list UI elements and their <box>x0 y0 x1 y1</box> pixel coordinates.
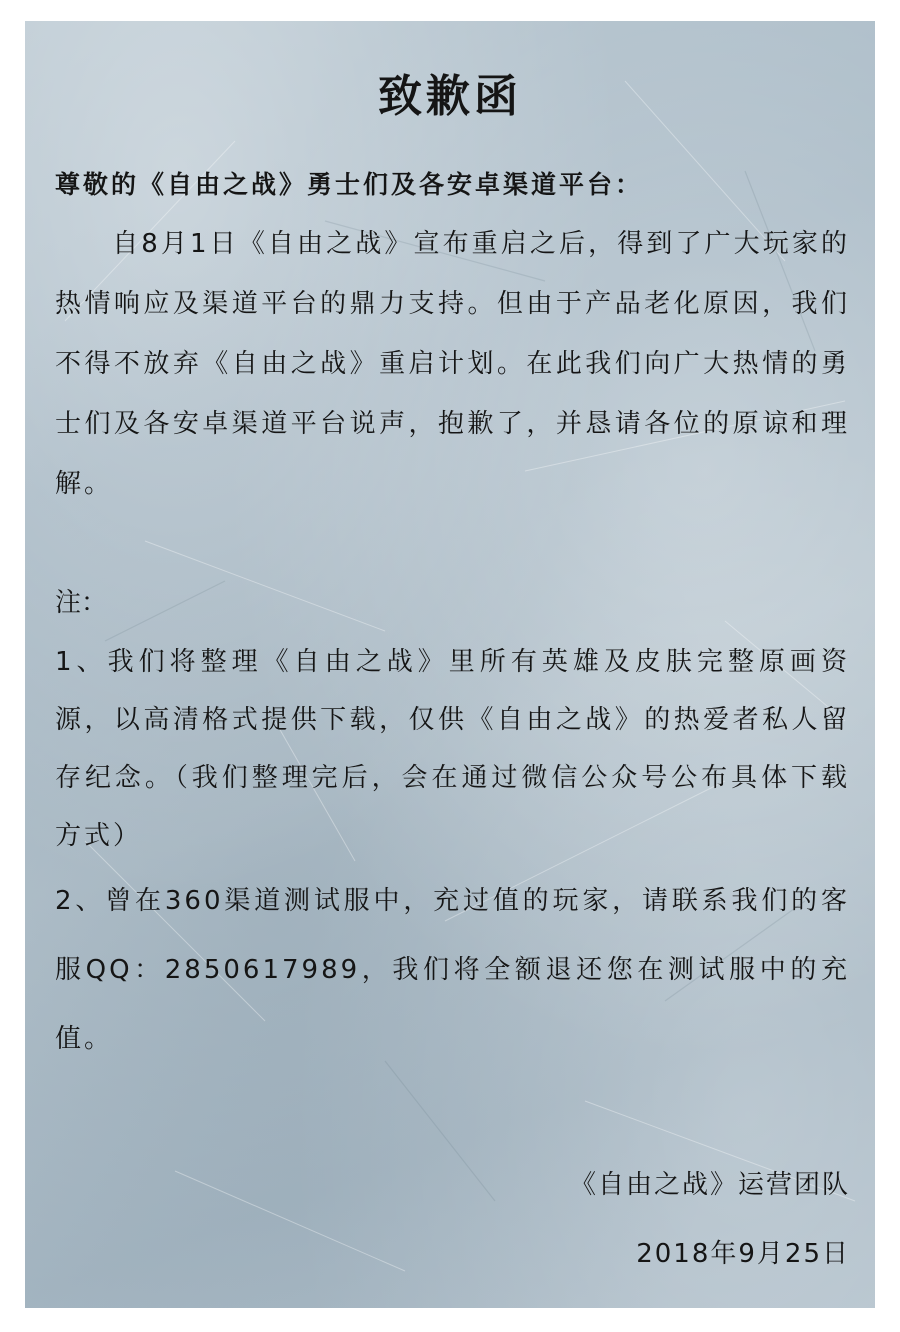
date: 2018年9月25日 <box>636 1239 850 1269</box>
note-item-1: 1、我们将整理《自由之战》里所有英雄及皮肤完整原画资源，以高清格式提供下载，仅供《自由之战》的热爱者私人留存纪念。（我们整理完后，会在通过微信公众号公布具体下载方式） <box>55 647 850 851</box>
signature: 《自由之战》运营团队 <box>569 1170 850 1200</box>
body-paragraph: 自8月1日《自由之战》宣布重启之后，得到了广大玩家的热情响应及渠道平台的鼎力支持。但由于产品老化原因，我们不得不放弃《自由之战》重启计划。在此我们向广大热情的勇士们及各安卓渠道平台说声，抱歉了，并恳请各位的原谅和理解。 <box>55 229 850 499</box>
greeting: 尊敬的《自由之战》勇士们及各安卓渠道平台： <box>55 170 644 199</box>
note-label: 注： <box>55 588 108 618</box>
note-item-2: 2、曾在360渠道测试服中，充过值的玩家，请联系我们的客服QQ：2850617989，我们将全额退还您在测试服中的充值。 <box>55 886 850 1054</box>
letter-paper <box>25 21 875 1308</box>
letter-title: 致歉函 <box>378 71 522 122</box>
